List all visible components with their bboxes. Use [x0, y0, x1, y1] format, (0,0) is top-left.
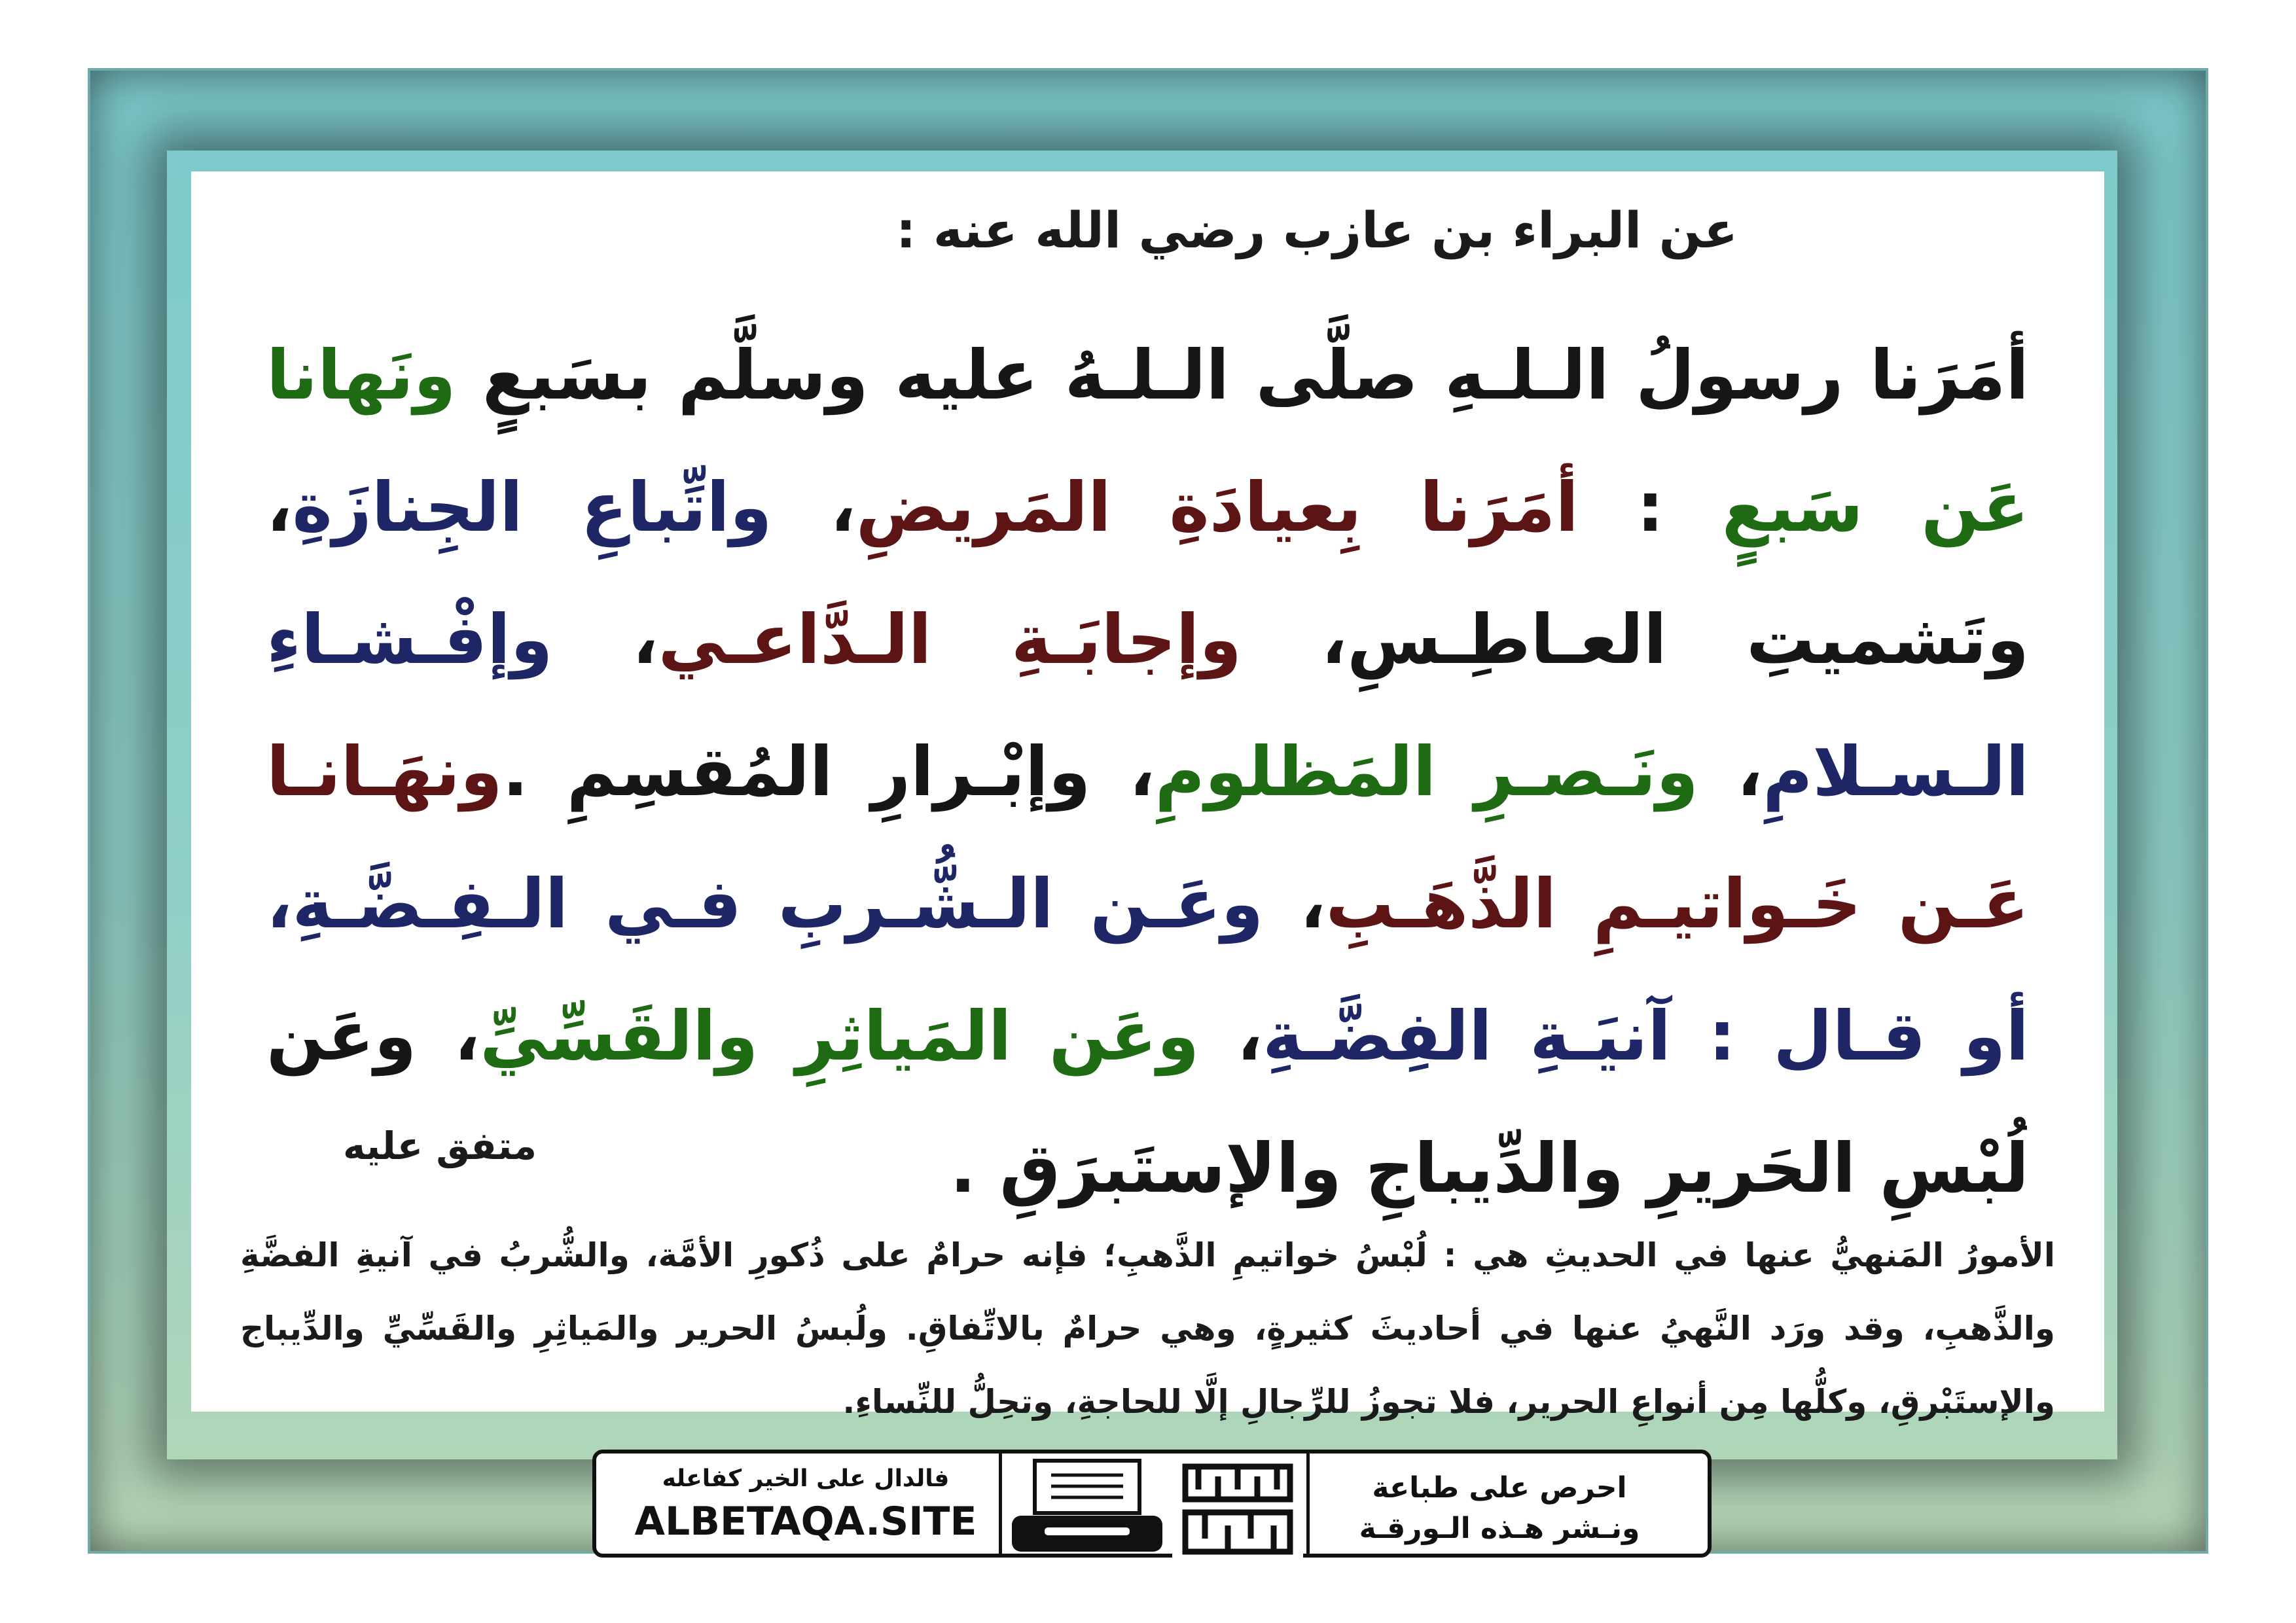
hadith-segment: آنيَـةِ الفِضَّـةِ — [1263, 996, 1671, 1076]
hadith-segment: وإجابَـةِ الـدَّاعـي — [658, 599, 1242, 679]
hadith-segment: ونهَـانـا عَـن خَـواتيـمِ الذَّهَـبِ — [266, 732, 2030, 944]
hadith-segment: ، — [1241, 599, 1348, 679]
commentary-text: الأمورُ المَنهيُّ عنها في الحديثِ هي : لُبْسُ خواتيمِ الذَّهبِ؛ فإنه حرامٌ على ذُكورِ الأمَّة، والشُّربُ في آنيةِ الفضَّةِ والذَّهبِ، وقد ورَد النَّهيُ عنها في أحاديثَ كثيرةٍ، وهي حرامٌ بالاتِّفاقِ. ولُبسُ الحرير والمَياثِرِ والقَسِّيِّ والدِّيباج والإستَبْرقِ، وكلُّها مِن أنواعِ الحرير، فلا تجوزُ للرِّجالِ إلَّا للحاجةِ، وتحِلُّ للنِّساءِ. — [240, 1236, 2055, 1421]
hadith-segment: ، — [1090, 732, 1155, 812]
hadith-segment: ونَـصـرِ المَظلومِ — [1155, 732, 1698, 812]
hadith-segment: واتِّباعِ الجِنازَةِ — [292, 467, 772, 547]
hadith-segment: أمَرَنا رسولُ الـلـهِ صلَّى الـلـهُ عليه وسلَّم بسَبعٍ — [456, 335, 2029, 415]
hadith-segment: ، — [1698, 732, 1763, 812]
hadith-segment: وتَشميتِ العـاطِـسِ — [1347, 599, 2029, 679]
footer-divider — [1306, 1454, 1310, 1554]
hadith-segment: ، — [416, 996, 480, 1076]
site-slogan: فالدال على الخير كفاعله — [662, 1465, 950, 1492]
print-reminder — [1316, 1468, 1683, 1549]
hadith-segment: وإفْـشـاءِ الـسـلامِ — [266, 599, 2029, 812]
logo-mark — [1172, 1454, 1303, 1561]
hadith-segment: ، أو قـال : — [266, 864, 2030, 1076]
hadith-segment: ، — [772, 467, 856, 547]
narrator-line: عن البراء بن عازب رضي الله عنه : — [895, 201, 1738, 259]
hadith-segment: وعَن لُبْسِ الحَريرِ والدِّيباجِ والإستَبرَقِ . — [266, 996, 2029, 1208]
hadith-segment: وعَن المَياثِرِ والقَسِّيِّ — [480, 996, 1200, 1076]
hadith-segment: ، — [552, 599, 658, 679]
hadith-segment: ، — [1263, 864, 1326, 944]
site-block — [616, 1465, 996, 1544]
site-link[interactable]: ALBETAQA.SITE — [634, 1499, 977, 1544]
print-reminder-line1: احرص على طباعة — [1372, 1471, 1627, 1505]
footer-divider — [999, 1454, 1002, 1554]
hadith-segment: : — [1578, 467, 1722, 547]
hadith-segment: ، — [266, 467, 293, 547]
hadith-text — [266, 309, 2029, 1234]
content-panel — [191, 171, 2104, 1421]
footer-banner — [592, 1450, 1712, 1558]
hadith-segment: ونَهانا عَن سَبعٍ — [266, 335, 2029, 547]
print-reminder-line2: ونـشر هـذه الـورقـة — [1359, 1512, 1640, 1545]
hadith-segment: وإبْـرارِ المُقسِمِ . — [502, 732, 1091, 812]
hadith-segment: وعَـن الـشُّـربِ فـي الـفِـضَّـةِ — [292, 864, 1264, 944]
printer-icon — [1005, 1457, 1169, 1555]
hadith-segment: أمَرَنا بِعيادَةِ المَريضِ — [855, 467, 1579, 547]
hadith-segment: ، — [1199, 996, 1263, 1076]
hadith-source: متفق عليه — [343, 1124, 537, 1168]
